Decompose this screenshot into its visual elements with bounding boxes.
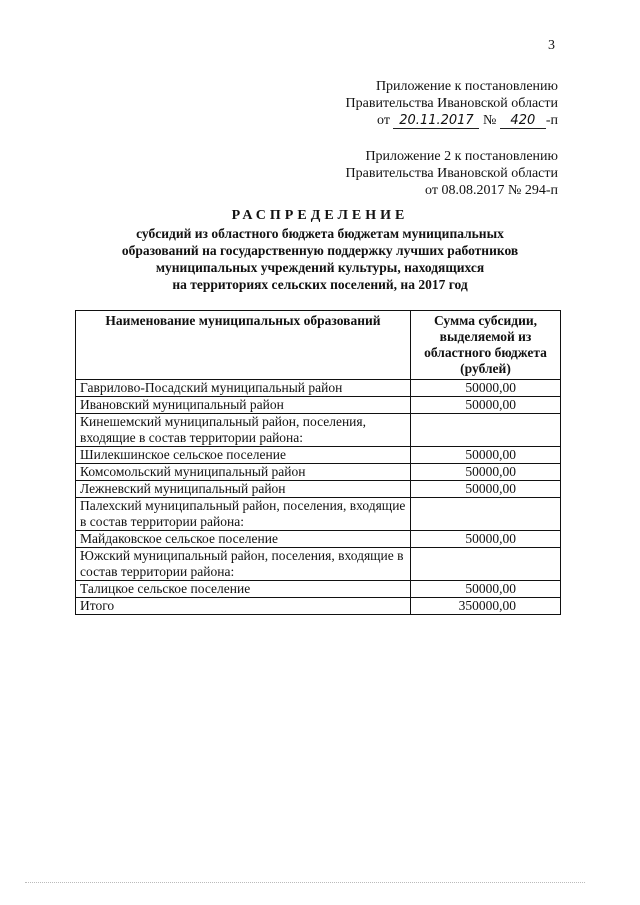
row-name: Лежневский муниципальный район: [76, 481, 411, 498]
table-row: [76, 380, 561, 397]
scan-artifact-line: [25, 882, 585, 883]
appendix-current: [346, 78, 558, 129]
table-row: [76, 397, 561, 414]
row-name: Палехский муниципальный район, поселения, входящие в состав территории района:: [76, 498, 411, 531]
heading-title: РАСПРЕДЕЛЕНИЕ: [231, 208, 409, 223]
number-prefix: №: [482, 113, 497, 128]
row-amount: 50000,00: [411, 380, 561, 397]
row-amount: 50000,00: [411, 531, 561, 548]
row-name: Комсомольский муниципальный район: [76, 464, 411, 481]
table-row: [76, 548, 561, 581]
row-name: Южский муниципальный район, поселения, входящие в состав территории района:: [76, 548, 411, 581]
header-name: Наименование муниципальных образований: [76, 311, 411, 380]
heading-subtitle-line: субсидий из областного бюджета бюджетам муниципальных: [136, 226, 504, 241]
date-prefix: от: [377, 113, 390, 128]
appendix-current-line1: Приложение к постановлению: [375, 79, 558, 94]
row-name: Итого: [76, 598, 411, 615]
table-row: [76, 464, 561, 481]
row-amount: 350000,00: [411, 598, 561, 615]
page-number: 3: [548, 38, 555, 53]
handwritten-date: 20.11.2017: [393, 114, 479, 129]
row-amount: 50000,00: [411, 464, 561, 481]
table-row: [76, 414, 561, 447]
heading-subtitle-line: образований на государственную поддержку лучших работников: [121, 243, 519, 258]
distribution-table: [75, 310, 561, 615]
table-row: [76, 531, 561, 548]
appendix-original-line2: Правительства Ивановской области: [345, 166, 558, 181]
header-amount: [411, 311, 561, 380]
appendix-original: [346, 148, 558, 199]
appendix-original-line3: от 08.08.2017 № 294-п: [425, 183, 558, 198]
table-row: [76, 447, 561, 464]
table-row-total: [76, 598, 561, 615]
row-name: Гаврилово-Посадский муниципальный район: [76, 380, 411, 397]
table-header-row: [76, 311, 561, 380]
document-heading: [60, 207, 580, 293]
row-amount: [411, 414, 561, 447]
row-name: Ивановский муниципальный район: [76, 397, 411, 414]
heading-subtitle-line: на территориях сельских поселений, на 2017 год: [172, 277, 468, 292]
number-suffix: -п: [545, 113, 558, 128]
heading-subtitle-line: муниципальных учреждений культуры, находящихся: [155, 260, 485, 275]
table-row: [76, 581, 561, 598]
row-amount: 50000,00: [411, 581, 561, 598]
appendix-original-line1: Приложение 2 к постановлению: [365, 149, 558, 164]
row-name: Шилекшинское сельское поселение: [76, 447, 411, 464]
row-name: Талицкое сельское поселение: [76, 581, 411, 598]
appendix-current-line2: Правительства Ивановской области: [345, 96, 558, 111]
header-amount-line: Сумма субсидии,: [433, 313, 538, 328]
row-amount: 50000,00: [411, 447, 561, 464]
row-amount: 50000,00: [411, 397, 561, 414]
row-amount: [411, 548, 561, 581]
header-amount-line: областного бюджета: [424, 345, 547, 360]
handwritten-number: 420: [500, 114, 546, 129]
row-name: Кинешемский муниципальный район, поселения, входящие в состав территории района:: [76, 414, 411, 447]
header-amount-line: выделяемой из: [439, 329, 532, 344]
table-row: [76, 498, 561, 531]
row-amount: [411, 498, 561, 531]
row-name: Майдаковское сельское поселение: [76, 531, 411, 548]
header-amount-line: (рублей): [460, 361, 511, 376]
table-row: [76, 481, 561, 498]
appendix-current-date-line: [346, 112, 558, 129]
row-amount: 50000,00: [411, 481, 561, 498]
